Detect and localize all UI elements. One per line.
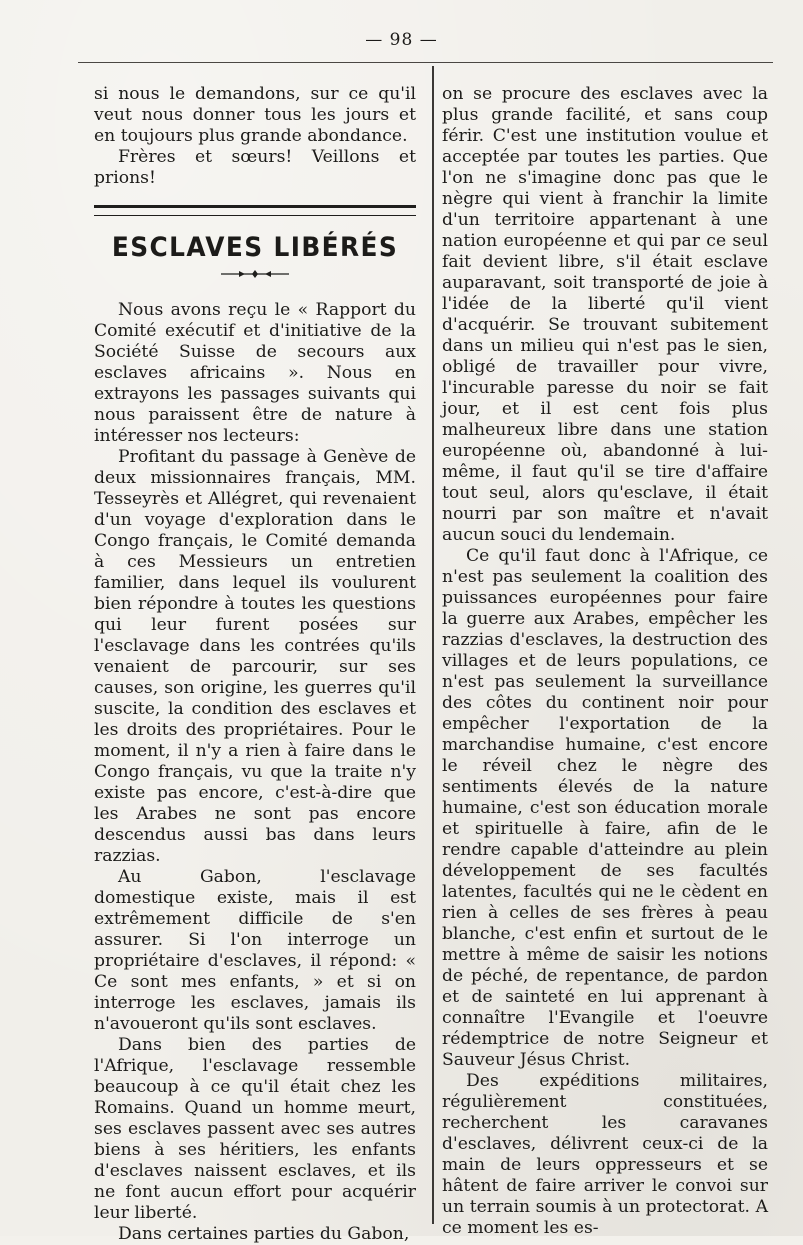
article-paragraph: Ce qu'il faut donc à l'Afrique, ce n'est pas seulement la coalition des puissances européennes pour faire la guerre aux Arabes, empêcher les razzias d'esclaves, la destruction des villages et de leurs populations, ce n'est pas seulement la surveillance des côtes du continent noir pour empêcher l'exportation de la marchandise humaine, c'est encore le réveil chez le nègre des sentiments élevés de la nature humaine, c'est son éducation morale et spirituelle à faire, afin de le rendre capable d'atteindre au plein développement de ses facultés latentes, facultés qui ne le cèdent en rien à celles de ses frères à peau blanche, c'est enfin et surtout de le mettre à même de saisir les notions de péché, de repentance, de pardon et de sainteté en lui apprenant à connaître l'Evangile et l'oeuvre rédemptrice de notre Seigneur et Sauveur Jésus Christ. <box>442 546 768 1070</box>
article-paragraph: Profitant du passage à Genève de deux missionnaires français, MM. Tesseyrès et Allégret, qui revenaient d'un voyage d'exploration dans le Congo français, le Comité demanda à ces Messieurs un entretien familier, dans lequel ils voulurent bien répondre à toutes les questions qui leur furent posées sur l'esclavage dans les contrées qu'ils venaient de parcourir, sur ses causes, son origine, les guerres qu'il suscite, la condition des esclaves et les droits des propriétaires. Pour le moment, il n'y a rien à faire dans le Congo français, vu que la traite n'y existe pas encore, c'est-à-dire que les Arabes ne sont pas encore descendus aussi bas dans leurs razzias. <box>94 447 416 866</box>
column-divider <box>432 66 434 1224</box>
article-paragraph: Au Gabon, l'esclavage domestique existe, mais il est extrêmement difficile de s'en assurer. Si l'on interroge un propriétaire d'esclaves, il répond: « Ce sont mes enfants, » et si on interroge les esclaves, jamais ils n'avoueront qu'ils sont esclaves. <box>94 867 416 1034</box>
section-separator-rule <box>94 205 416 216</box>
article-paragraph: Dans certaines parties du Gabon, <box>118 1224 410 1244</box>
article-title: ESCLAVES LIBÉRÉS <box>111 232 399 263</box>
article-paragraph: Nous avons reçu le « Rapport du Comité exécutif et d'initiative de la Société Suisse de secours aux esclaves africains ». Nous en extrayons les passages suivants qui nous paraissent être de nature à intéresser nos lecteurs: <box>94 300 416 446</box>
header-rule <box>78 62 773 63</box>
left-column <box>94 84 416 1245</box>
page-number: — 98 — <box>365 30 438 50</box>
article-paragraph: Des expéditions militaires, régulièrement constituées, recherchent les caravanes d'esclaves, délivrent ceux-ci de la main de leurs oppresseurs et se hâtent de faire arriver le convoi sur un terrain soumis à un protectorat. A ce moment les es- <box>442 1071 768 1238</box>
right-column <box>442 84 768 1239</box>
continued-paragraph: on se procure des esclaves avec la plus grande facilité, et sans coup férir. C'est une institution voulue et acceptée par toutes les parties. Que l'on ne s'imagine donc pas que le nègre qui vient à franchir la limite d'un territoire appartenant à une nation européenne et qui par ce seul fait devient libre, s'il était esclave auparavant, soit transporté de joie à l'idée de la liberté qu'il vient d'acquérir. Se trouvant subitement dans un milieu qui n'est pas le sien, obligé de travailler pour vivre, l'incurable paresse du noir se fait jour, et il est cent fois plus malheureux libre dans une station européenne où, abandonné à lui-même, il faut qu'il se tire d'affaire tout seul, alors qu'esclave, il était nourri par son maître et n'avait aucun souci du lendemain. <box>442 84 768 545</box>
continued-paragraph: si nous le demandons, sur ce qu'il veut nous donner tous les jours et en toujours plus grande abondance. <box>94 84 416 146</box>
closing-paragraph: Frères et sœurs! Veillons et prions! <box>94 147 416 188</box>
title-ornament <box>215 268 295 280</box>
article-paragraph: Dans bien des parties de l'Afrique, l'esclavage ressemble beaucoup à ce qu'il était chez les Romains. Quand un homme meurt, ses esclaves passent avec ses autres biens à ses héritiers, les enfants d'esclaves naissent esclaves, et ils ne font aucun effort pour acquérir leur liberté. <box>94 1035 416 1223</box>
